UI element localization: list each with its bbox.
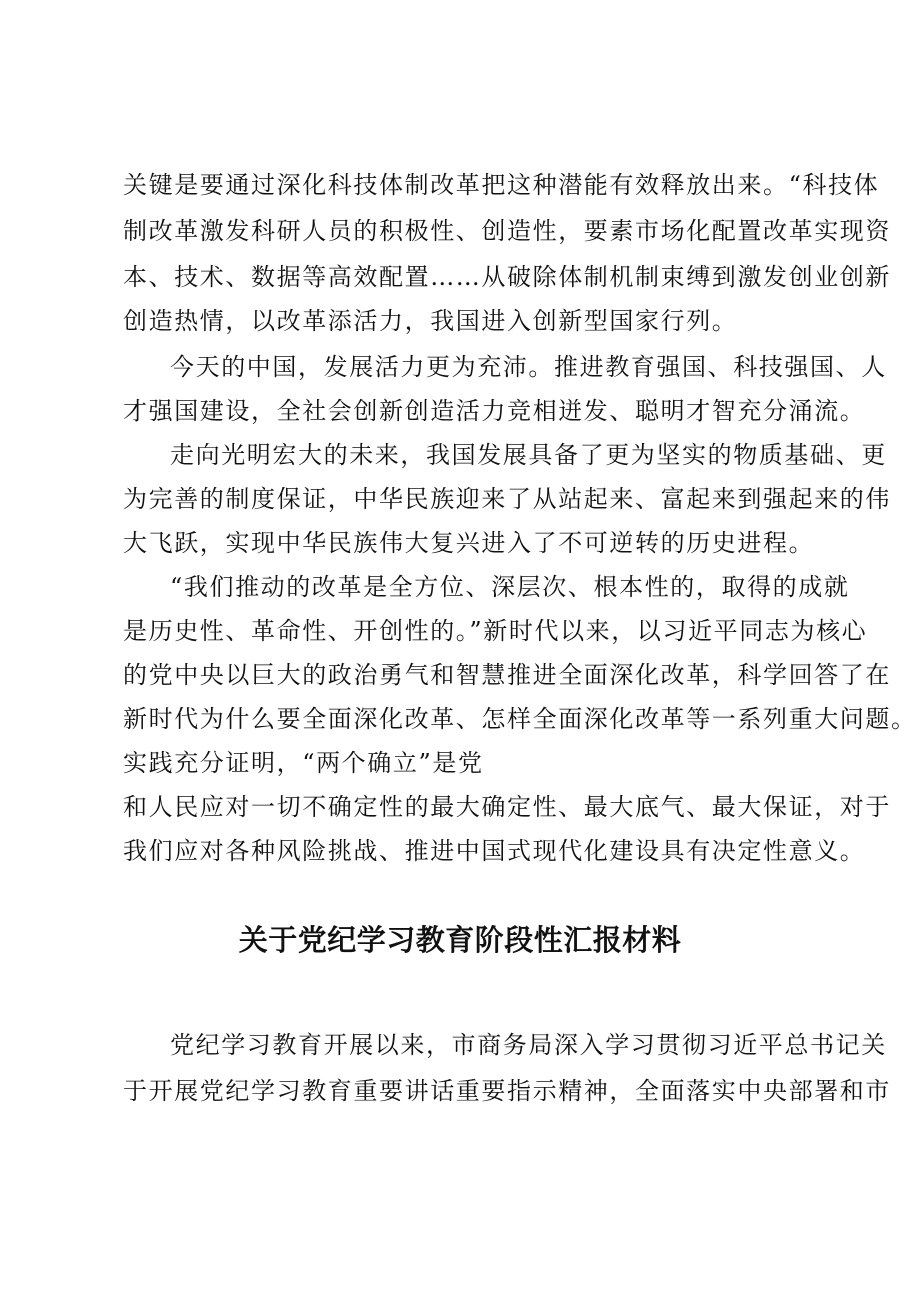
- paragraph-4-line-3: 的党中央以巨大的政治勇气和智慧推进全面深化改革，科学回答了在: [123, 661, 891, 689]
- paragraph-4-line-2: 是历史性、革命性、开创性的。”新时代以来，以习近平同志为核心: [123, 617, 868, 645]
- paragraph-3-line-3: 大飞跃，实现中华民族伟大复兴进入了不可逆转的历史进程。: [123, 529, 815, 557]
- section-2-paragraph-1-line-2: 于开展党纪学习教育重要讲话重要指示精神，全面落实中央部署和市: [123, 1077, 891, 1105]
- paragraph-3-line-2: 为完善的制度保证，中华民族迎来了从站起来、富起来到强起来的伟: [123, 485, 891, 513]
- section-title: 关于党纪学习教育阶段性汇报材料: [238, 923, 682, 957]
- paragraph-3-line-1: 走向光明宏大的未来，我国发展具备了更为坚实的物质基础、更: [170, 441, 887, 469]
- paragraph-4-line-6: 和人民应对一切不确定性的最大确定性、最大底气、最大保证，对于: [123, 793, 891, 821]
- paragraph-4-line-1: “我们推动的改革是全方位、深层次、根本性的，取得的成就: [170, 573, 850, 601]
- paragraph-1-line-3: 本、技术、数据等高效配置……从破除体制机制束缚到激发创业创新: [123, 263, 891, 291]
- paragraph-2-line-2: 才强国建设，全社会创新创造活力竞相迸发、聪明才智充分涌流。: [123, 397, 866, 425]
- paragraph-1-line-4: 创造热情，以改革添活力，我国进入创新型国家行列。: [123, 307, 738, 335]
- paragraph-1-line-2: 制改革激发科研人员的积极性、创造性，要素市场化配置改革实现资: [123, 217, 891, 245]
- paragraph-4-line-4: 新时代为什么要全面深化改革、怎样全面深化改革等一系列重大问题。: [123, 705, 917, 733]
- section-2-paragraph-1-line-1: 党纪学习教育开展以来，市商务局深入学习贯彻习近平总书记关: [170, 1031, 887, 1059]
- paragraph-2-line-1: 今天的中国，发展活力更为充沛。推进教育强国、科技强国、人: [170, 353, 887, 381]
- paragraph-4-line-7: 我们应对各种风险挑战、推进中国式现代化建设具有决定性意义。: [123, 837, 866, 865]
- paragraph-4-line-5: 实践充分证明，“两个确立”是党: [123, 749, 484, 777]
- paragraph-1-line-1: 关键是要通过深化科技体制改革把这种潜能有效释放出来。“科技体: [123, 171, 880, 199]
